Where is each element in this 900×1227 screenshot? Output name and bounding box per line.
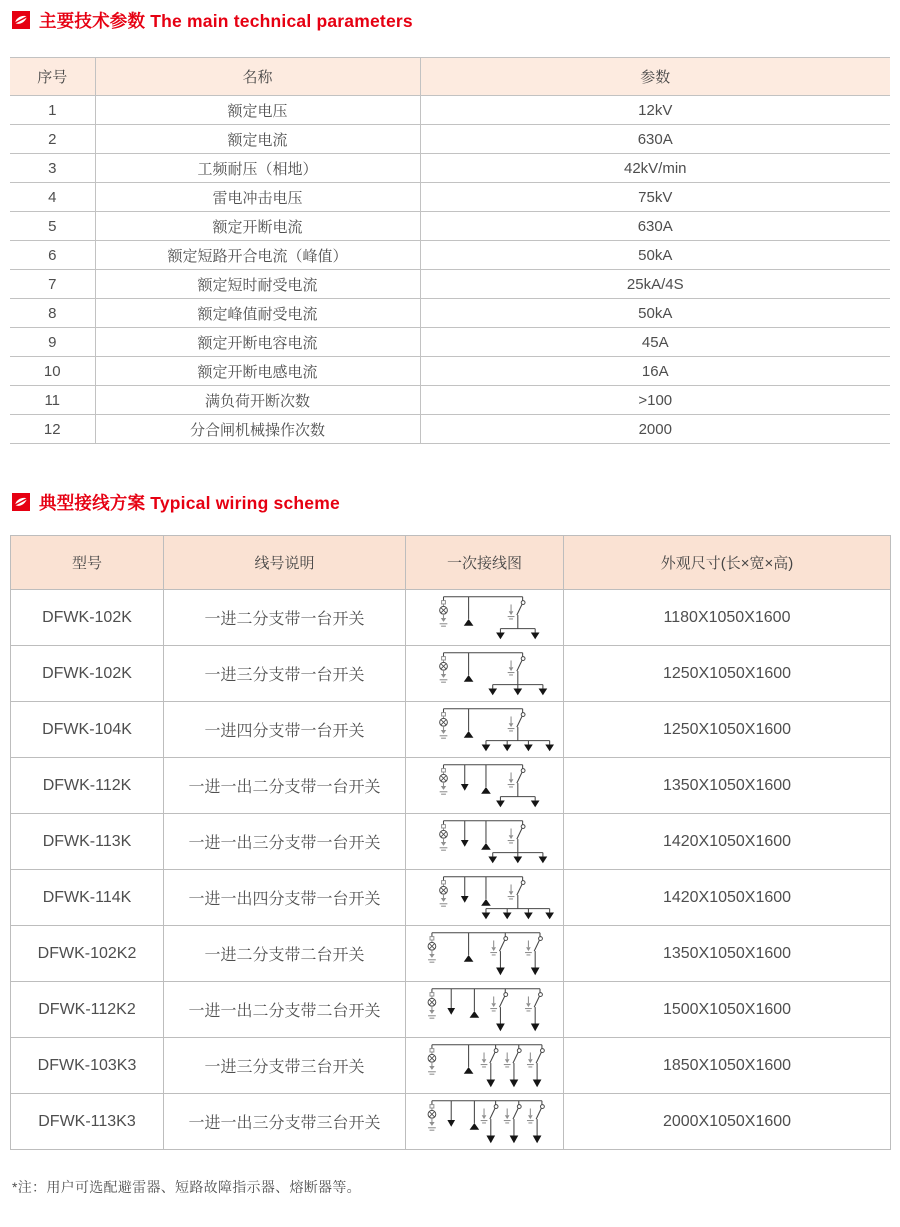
- table-row: [10, 125, 890, 154]
- param-name-cell: 工频耐压（相地）: [95, 154, 420, 183]
- diagram-cell: [406, 982, 564, 1038]
- brand-swoosh-icon: [12, 11, 30, 29]
- wiring-diagram: [408, 758, 562, 813]
- dimension-cell: 1180X1050X1600: [564, 590, 891, 646]
- diagram-cell: [406, 814, 564, 870]
- param-value-cell: 16A: [420, 357, 890, 386]
- desc-cell: 一进二分支带一台开关: [164, 590, 406, 646]
- param-value-cell: 25kA/4S: [420, 270, 890, 299]
- diagram-cell: [406, 926, 564, 982]
- wiring-diagram: [408, 870, 562, 925]
- desc-cell: 一进一出四分支带一台开关: [164, 870, 406, 926]
- wiring-diagram: [408, 982, 562, 1037]
- header-row: [10, 58, 890, 96]
- param-name-cell: 额定短时耐受电流: [95, 270, 420, 299]
- desc-cell: 一进一出二分支带一台开关: [164, 758, 406, 814]
- wiring-diagram: [408, 1038, 562, 1093]
- wiring-diagram: [408, 702, 562, 757]
- row-no-cell: 8: [10, 299, 95, 328]
- row-no-cell: 5: [10, 212, 95, 241]
- param-name-cell: 额定电压: [95, 96, 420, 125]
- model-cell: DFWK-102K: [11, 646, 164, 702]
- model-cell: DFWK-112K: [11, 758, 164, 814]
- desc-cell: 一进一出三分支带一台开关: [164, 814, 406, 870]
- wiring-scheme-table: [10, 535, 891, 1150]
- row-no-cell: 9: [10, 328, 95, 357]
- table-row: [10, 357, 890, 386]
- table-row: [11, 1038, 891, 1094]
- table-row: [11, 646, 891, 702]
- param-value-cell: 630A: [420, 212, 890, 241]
- wiring-diagram: [408, 590, 562, 645]
- diagram-cell: [406, 646, 564, 702]
- row-no-cell: 2: [10, 125, 95, 154]
- model-cell: DFWK-113K: [11, 814, 164, 870]
- table-row: [10, 212, 890, 241]
- row-no-cell: 10: [10, 357, 95, 386]
- param-name-cell: 额定峰值耐受电流: [95, 299, 420, 328]
- dimension-cell: 1250X1050X1600: [564, 646, 891, 702]
- table-row: [10, 328, 890, 357]
- table-row: [10, 241, 890, 270]
- dimension-cell: 1420X1050X1600: [564, 870, 891, 926]
- model-cell: DFWK-113K3: [11, 1094, 164, 1150]
- dimension-cell: 1500X1050X1600: [564, 982, 891, 1038]
- param-name-cell: 额定短路开合电流（峰值）: [95, 241, 420, 270]
- tech-params-col-header-1: 名称: [95, 58, 420, 96]
- table-row: [10, 386, 890, 415]
- param-value-cell: 75kV: [420, 183, 890, 212]
- param-value-cell: >100: [420, 386, 890, 415]
- diagram-cell: [406, 702, 564, 758]
- model-cell: DFWK-103K3: [11, 1038, 164, 1094]
- tech-params-col-header-2: 参数: [420, 58, 890, 96]
- desc-cell: 一进一出二分支带二台开关: [164, 982, 406, 1038]
- dimension-cell: 1250X1050X1600: [564, 702, 891, 758]
- wiring-diagram: [408, 646, 562, 701]
- diagram-cell: [406, 758, 564, 814]
- wiring-col-header-1: 线号说明: [164, 536, 406, 590]
- param-value-cell: 2000: [420, 415, 890, 444]
- dimension-cell: 1850X1050X1600: [564, 1038, 891, 1094]
- section2-title: 典型接线方案 Typical wiring scheme: [39, 492, 340, 513]
- dimension-cell: 1420X1050X1600: [564, 814, 891, 870]
- param-name-cell: 额定开断电容电流: [95, 328, 420, 357]
- desc-cell: 一进三分支带三台开关: [164, 1038, 406, 1094]
- param-name-cell: 额定开断电流: [95, 212, 420, 241]
- table-row: [10, 415, 890, 444]
- wiring-col-header-3: 外观尺寸(长×宽×高): [564, 536, 891, 590]
- param-value-cell: 630A: [420, 125, 890, 154]
- desc-cell: 一进四分支带一台开关: [164, 702, 406, 758]
- table-row: [11, 814, 891, 870]
- table-row: [11, 982, 891, 1038]
- table-row: [11, 1094, 891, 1150]
- model-cell: DFWK-104K: [11, 702, 164, 758]
- table-row: [11, 702, 891, 758]
- param-name-cell: 额定开断电感电流: [95, 357, 420, 386]
- table-row: [10, 270, 890, 299]
- wiring-col-header-2: 一次接线图: [406, 536, 564, 590]
- section2-header: [12, 490, 890, 514]
- row-no-cell: 4: [10, 183, 95, 212]
- param-value-cell: 50kA: [420, 241, 890, 270]
- table-row: [11, 870, 891, 926]
- param-name-cell: 雷电冲击电压: [95, 183, 420, 212]
- row-no-cell: 6: [10, 241, 95, 270]
- model-cell: DFWK-102K: [11, 590, 164, 646]
- row-no-cell: 1: [10, 96, 95, 125]
- footnote: *注：用户可选配避雷器、短路故障指示器、熔断器等。: [12, 1179, 361, 1195]
- wiring-diagram: [408, 926, 562, 981]
- wiring-col-header-0: 型号: [11, 536, 164, 590]
- wiring-diagram: [408, 1094, 562, 1149]
- table-row: [10, 96, 890, 125]
- tech-params-head: [10, 58, 890, 96]
- table-row: [11, 590, 891, 646]
- diagram-cell: [406, 870, 564, 926]
- diagram-cell: [406, 1094, 564, 1150]
- model-cell: DFWK-112K2: [11, 982, 164, 1038]
- param-value-cell: 42kV/min: [420, 154, 890, 183]
- dimension-cell: 1350X1050X1600: [564, 926, 891, 982]
- section1-header: [12, 8, 890, 32]
- model-cell: DFWK-114K: [11, 870, 164, 926]
- dimension-cell: 2000X1050X1600: [564, 1094, 891, 1150]
- header-row: [11, 536, 891, 590]
- wiring-diagram: [408, 814, 562, 869]
- desc-cell: 一进二分支带二台开关: [164, 926, 406, 982]
- param-value-cell: 12kV: [420, 96, 890, 125]
- table-row: [11, 926, 891, 982]
- param-value-cell: 45A: [420, 328, 890, 357]
- table-row: [10, 183, 890, 212]
- diagram-cell: [406, 590, 564, 646]
- param-name-cell: 满负荷开断次数: [95, 386, 420, 415]
- param-name-cell: 分合闸机械操作次数: [95, 415, 420, 444]
- tech-params-table: [10, 57, 890, 444]
- param-name-cell: 额定电流: [95, 125, 420, 154]
- desc-cell: 一进一出三分支带三台开关: [164, 1094, 406, 1150]
- section1-title: 主要技术参数 The main technical parameters: [39, 10, 413, 31]
- tech-params-col-header-0: 序号: [10, 58, 95, 96]
- row-no-cell: 7: [10, 270, 95, 299]
- wiring-head: [11, 536, 891, 590]
- brand-swoosh-icon: [12, 493, 30, 511]
- diagram-cell: [406, 1038, 564, 1094]
- table-row: [10, 299, 890, 328]
- model-cell: DFWK-102K2: [11, 926, 164, 982]
- row-no-cell: 3: [10, 154, 95, 183]
- desc-cell: 一进三分支带一台开关: [164, 646, 406, 702]
- table-row: [10, 154, 890, 183]
- param-value-cell: 50kA: [420, 299, 890, 328]
- row-no-cell: 11: [10, 386, 95, 415]
- row-no-cell: 12: [10, 415, 95, 444]
- table-row: [11, 758, 891, 814]
- dimension-cell: 1350X1050X1600: [564, 758, 891, 814]
